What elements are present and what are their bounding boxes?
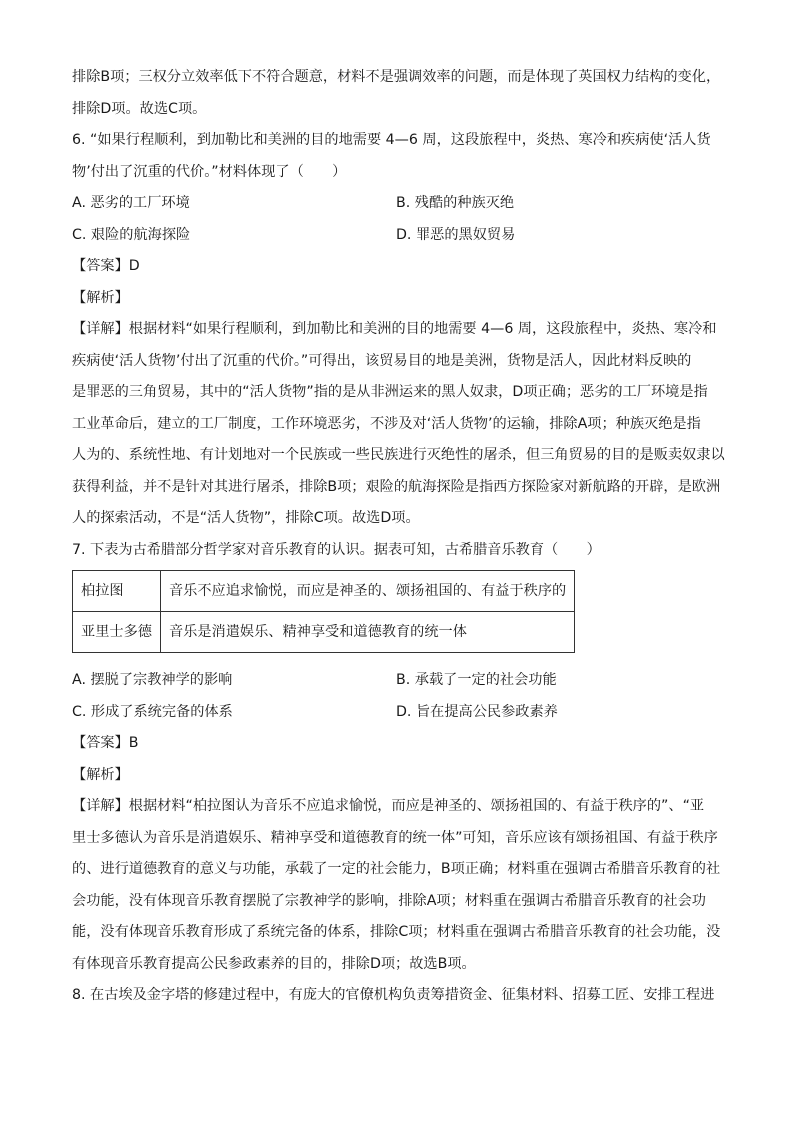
q6-option-b: B. 残酷的种族灭绝 bbox=[396, 195, 515, 211]
q6-stem-line-2: 物’付出了沉重的代价。”材料体现了（ ） bbox=[72, 163, 347, 180]
q7-table bbox=[72, 570, 575, 653]
q6-detail-line-1: 【详解】根据材料“如果行程顺利，到加勒比和美洲的目的地需要 4—6 周，这段旅程中，炎热、寒冷和 bbox=[72, 321, 717, 337]
q7-option-a: A. 摆脱了宗教神学的影响 bbox=[72, 672, 233, 688]
q6-detail-line-5: 人为的、系统性地、有计划地对一个民族或一些民族进行灭绝性的屠杀，但三角贸易的目的是贩卖奴隶以 bbox=[72, 447, 725, 463]
document-page bbox=[72, 62, 725, 1012]
q6-option-d: D. 罪恶的黑奴贸易 bbox=[396, 226, 516, 243]
q6-detail-line-4: 工业革命后，建立的工厂制度，工作环境恶劣，不涉及对‘活人货物’的运输，排除A项；种族灭绝是指 bbox=[72, 415, 701, 432]
q6-detail-line-7: 人的探索活动，不是“活人货物”，排除C项。故选D项。 bbox=[72, 510, 420, 526]
q7-detail-line-2: 里士多德认为音乐是消遣娱乐、精神享受和道德教育的统一体”可知，音乐应该有颂扬祖国、有益于秩序 bbox=[72, 829, 718, 846]
q6-detail-line-2: 疾病使‘活人货物’付出了沉重的代价。”可得出，该贸易目的地是美洲，货物是活人，因此材料反映的 bbox=[72, 352, 692, 369]
q7-detail-line-3: 的、进行道德教育的意义与功能，承载了一定的社会能力，B项正确；材料重在强调古希腊音乐教育的社 bbox=[72, 861, 721, 877]
q7-options-row-2 bbox=[72, 697, 720, 729]
q6-options-row-1 bbox=[72, 188, 720, 220]
q7-answer: 【答案】B bbox=[72, 735, 139, 751]
table-cell-philosopher: 亚里士多德 bbox=[73, 612, 161, 653]
q7-detail-line-5: 能，没有体现音乐教育形成了系统完备的体系，排除C项；材料重在强调古希腊音乐教育的社会功能，没 bbox=[72, 924, 721, 940]
q7-option-d: D. 旨在提高公民参政素养 bbox=[396, 703, 558, 720]
q6-detail-line-6: 获得利益，并不是针对其进行屠杀，排除B项；艰险的航海探险是指西方探险家对新航路的开辟，是欧洲 bbox=[72, 478, 721, 495]
q6-analysis-label: 【解析】 bbox=[72, 289, 129, 306]
q7-stem: 7. 下表为古希腊部分哲学家对音乐教育的认识。据表可知，古希腊音乐教育（ ） bbox=[72, 541, 601, 558]
q5-tail-line-2: 排除D项。故选C项。 bbox=[72, 100, 207, 117]
q5-tail-line-1: 排除B项；三权分立效率低下不符合题意，材料不是强调效率的问题，而是体现了英国权力结构的变化， bbox=[72, 69, 721, 85]
spacer bbox=[72, 653, 720, 665]
q7-analysis-label: 【解析】 bbox=[72, 766, 129, 783]
q6-option-c: C. 艰险的航海探险 bbox=[72, 226, 191, 243]
q7-detail-line-4: 会功能，没有体现音乐教育摆脱了宗教神学的影响，排除A项；材料重在强调古希腊音乐教育的社会功 bbox=[72, 892, 706, 909]
q7-detail-line-6: 有体现音乐教育提高公民参政素养的目的，排除D项；故选B项。 bbox=[72, 955, 476, 972]
q7-detail-line-1: 【详解】根据材料“柏拉图认为音乐不应追求愉悦，而应是神圣的、颂扬祖国的、有益于秩序的”、“亚 bbox=[72, 798, 705, 814]
q6-option-a: A. 恶劣的工厂环境 bbox=[72, 195, 190, 211]
q7-option-b: B. 承载了一定的社会功能 bbox=[396, 672, 557, 688]
q6-answer: 【答案】D bbox=[72, 258, 140, 274]
table-row bbox=[73, 571, 575, 612]
q6-detail-line-3: 是罪恶的三角贸易，其中的“活人货物”指的是从非洲运来的黑人奴隶，D项正确；恶劣的工厂环境是指 bbox=[72, 384, 708, 400]
table-cell-view: 音乐是消遣娱乐、精神享受和道德教育的统一体 bbox=[160, 612, 574, 653]
table-cell-philosopher: 柏拉图 bbox=[73, 571, 161, 612]
q7-option-c: C. 形成了系统完备的体系 bbox=[72, 703, 233, 720]
q7-options-row-1 bbox=[72, 665, 720, 697]
q6-options-row-2 bbox=[72, 220, 720, 252]
q8-stem: 8. 在古埃及金字塔的修建过程中，有庞大的官僚机构负责筹措资金、征集材料、招募工匠、安排工程进 bbox=[72, 987, 715, 1003]
table-cell-view: 音乐不应追求愉悦，而应是神圣的、颂扬祖国的、有益于秩序的 bbox=[160, 571, 574, 612]
q6-stem-line-1: 6. “如果行程顺利，到加勒比和美洲的目的地需要 4—6 周，这段旅程中，炎热、寒冷和疾病使‘活人货 bbox=[72, 132, 711, 148]
table-row bbox=[73, 612, 575, 653]
